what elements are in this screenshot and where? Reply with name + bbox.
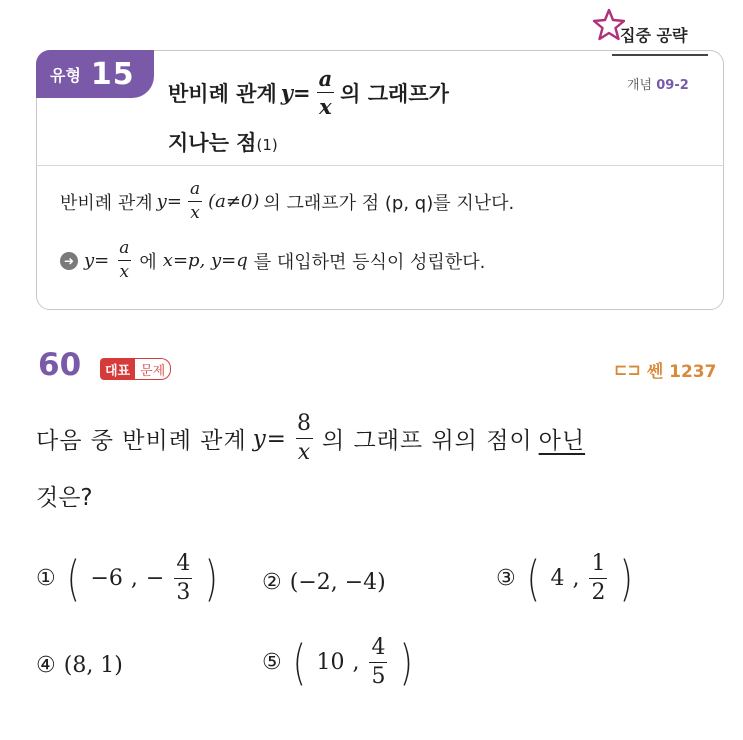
question-y-eq: y= — [252, 425, 287, 452]
question-prefix: 다음 중 반비례 관계 — [36, 428, 247, 454]
desc1-fraction — [188, 181, 202, 222]
title-line-2 — [168, 127, 278, 157]
concept-ref — [627, 74, 689, 93]
problem-number: 60 — [38, 347, 82, 383]
desc2-y-eq: y= — [84, 250, 110, 271]
question-line-1 — [36, 413, 585, 464]
choice-5-fraction — [369, 637, 387, 688]
paren-open: ( — [66, 550, 80, 607]
box-divider — [36, 165, 724, 166]
desc2-frac-den: x — [119, 262, 130, 282]
desc2-assign: x=p, y=q — [162, 250, 248, 271]
choice-5-den: 5 — [371, 664, 386, 689]
badge-part-2: 문제 — [135, 358, 171, 380]
paren-close: ) — [400, 634, 414, 691]
question-frac-den: x — [297, 440, 312, 465]
representative-badge — [100, 358, 171, 380]
title-frac-den: x — [319, 94, 332, 119]
title-prefix: 반비례 관계 — [168, 81, 277, 106]
title-line2-small: (1) — [256, 136, 278, 154]
focus-underline — [612, 54, 708, 56]
cross-reference — [614, 357, 716, 382]
type-label: 유형 — [50, 65, 81, 85]
choice-5[interactable]: ⑤ ( 10 , $\frac{4}{5}$ ) — [262, 634, 414, 691]
choice-1-mark: ① — [36, 566, 56, 591]
question-mid: 의 그래프 위의 점이 — [321, 428, 533, 454]
choice-5-num: 4 — [371, 635, 386, 660]
type-tab — [36, 50, 154, 98]
question-fraction — [295, 413, 314, 464]
question-line-2: 것은? — [36, 485, 93, 511]
choice-3-fraction — [589, 553, 607, 604]
desc2-mid: 에 — [139, 251, 157, 273]
choice-2-mark: ② — [262, 570, 282, 595]
concept-number: 09-2 — [656, 78, 689, 93]
title-suffix: 의 그래프가 — [340, 81, 449, 106]
paren-open: ( — [292, 634, 306, 691]
choice-1-den: 3 — [176, 580, 191, 605]
choice-4-mark: ④ — [36, 653, 56, 678]
type-number: 15 — [90, 56, 135, 92]
title-line-1 — [168, 68, 449, 117]
choice-3-num: 1 — [591, 551, 606, 576]
desc1-prefix: 반비례 관계 — [60, 192, 153, 214]
desc1-frac-num: a — [189, 179, 201, 199]
choice-2-text: (−2, −4) — [289, 570, 386, 595]
badge-part-1: 대표 — [100, 358, 135, 380]
title-line2-text: 지나는 점 — [168, 131, 257, 155]
desc2-frac-num: a — [119, 238, 130, 258]
ref-label: 쎈 1237 — [646, 362, 717, 382]
paren-close: ) — [205, 550, 219, 607]
title-fraction — [317, 68, 335, 117]
desc2-fraction — [117, 240, 131, 281]
star-icon — [592, 8, 626, 42]
choice-5-x: 10 — [316, 650, 345, 675]
title-y-eq: y= — [280, 80, 311, 105]
choice-1-fraction — [174, 553, 192, 604]
choice-1-num: 4 — [176, 551, 191, 576]
desc1-frac-den: x — [190, 203, 200, 223]
question-frac-num: 8 — [296, 411, 312, 436]
concept-prefix: 개념 — [627, 78, 653, 93]
focus-label: 집중 공략 — [620, 26, 688, 45]
choice-5-mark: ⑤ — [262, 650, 282, 675]
desc1-condition: (a≠0) — [208, 191, 260, 212]
desc2-suffix: 를 대입하면 등식이 성립한다. — [253, 251, 486, 273]
question-emphasis: 아닌 — [538, 428, 586, 454]
arrow-right-icon: ➜ — [60, 252, 78, 270]
paren-open: ( — [526, 550, 540, 607]
link-icon: ⊏⊐ — [614, 360, 641, 379]
choice-3-den: 2 — [591, 580, 606, 605]
desc1-y-eq: y= — [156, 191, 182, 212]
choice-3-x: 4 — [550, 566, 565, 591]
focus-banner — [592, 8, 687, 54]
description-line-2 — [60, 240, 485, 281]
choice-1-y-sign: − — [145, 566, 165, 591]
choice-2[interactable] — [262, 570, 386, 595]
paren-close: ) — [620, 550, 634, 607]
choice-4[interactable] — [36, 653, 123, 678]
description-line-1 — [60, 181, 514, 222]
choice-3[interactable]: ③ ( 4 , $\frac{1}{2}$ ) — [496, 550, 634, 607]
title-frac-num: a — [318, 66, 333, 91]
choice-3-mark: ③ — [496, 566, 516, 591]
choice-4-text: (8, 1) — [63, 653, 123, 678]
choice-1-x: −6 — [90, 566, 123, 591]
choice-1[interactable]: ① ( −6 , − $\frac{4}{3}$ ) — [36, 550, 219, 607]
desc1-suffix: 의 그래프가 점 (p, q)를 지난다. — [263, 192, 515, 214]
